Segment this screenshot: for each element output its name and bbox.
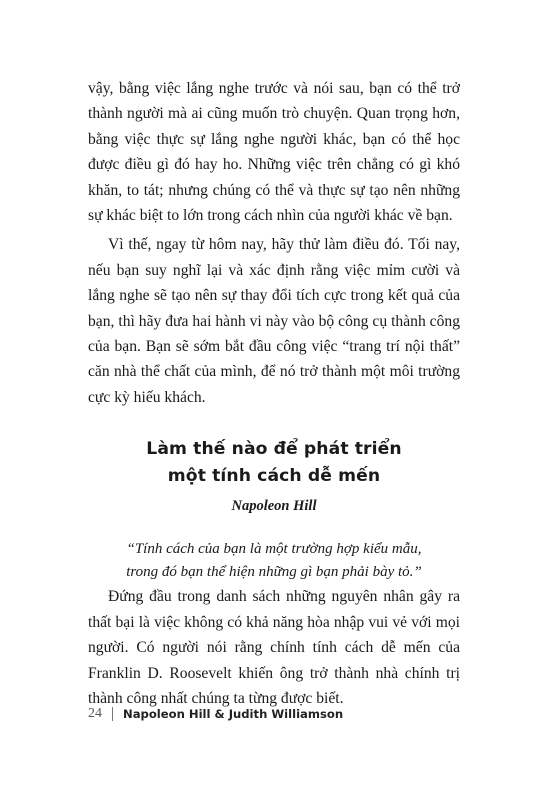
page-number: 24 [88,706,102,721]
quote-line-1: “Tính cách của bạn là một trường hợp kiểu mẫu, [126,541,422,558]
section-author: Napoleon Hill [231,498,317,515]
book-authors: Napoleon Hill & Judith Williamson [123,707,344,721]
heading-line-1: Làm thế nào để phát triển [146,439,402,460]
heading-line-2: một tính cách dễ mến [167,466,381,487]
quote-line-2: trong đó bạn thể hiện những gì bạn phải bày tỏ.” [126,564,422,581]
epigraph-quote [88,538,460,584]
paragraph-2: Vì thế, ngay từ hôm nay, hãy thử làm điều đó. Tối nay, nếu bạn suy nghĩ lại và xác định rằng việc mỉm cười và lắng nghe sẽ tạo nên sự thay đổi tích cực trong kết quả của bạn, thì hãy đưa hai hành vi này vào bộ công cụ thành công của bạn. Bạn sẽ sớm bắt đầu công việc “trang trí nội thất” căn nhà thể chất của mình, để nó trở thành một môi trường cực kỳ hiếu khách. [88,236,460,406]
footer-divider [112,707,113,721]
page-content [88,76,460,711]
paragraph-3: Đứng đầu trong danh sách những nguyên nhân gây ra thất bại là việc không có khả năng hòa nhập vui vẻ với mọi người. Có người nói rằng chính tính cách dễ mến của Franklin D. Roosevelt khiến ông trở thành nhà chính trị thành công nhất chúng ta từng được biết. [88,588,460,707]
page-footer [88,706,343,722]
paragraph-1: vậy, bằng việc lắng nghe trước và nói sau, bạn có thể trở thành người mà ai cũng muốn trò chuyện. Quan trọng hơn, bằng việc thực sự lắng nghe người khác, bạn có thể học được điều gì đó hay ho. Những việc trên chẳng có gì khó khăn, to tát; nhưng chúng có thể và thực sự tạo nên những sự khác biệt to lớn trong cách nhìn của người khác về bạn. [88,80,460,225]
section-heading [88,436,460,490]
